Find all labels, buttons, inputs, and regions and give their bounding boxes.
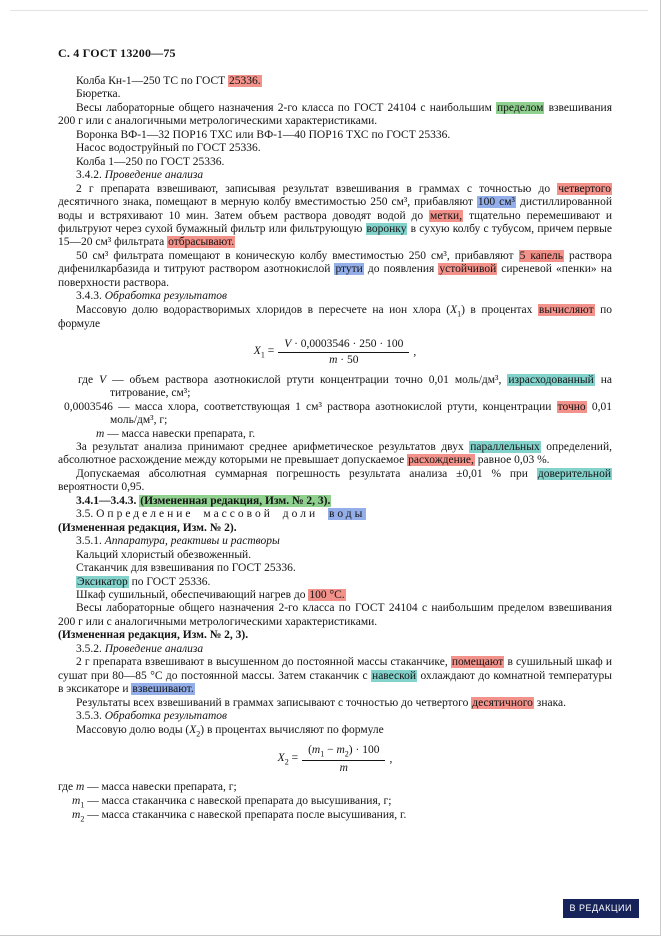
text-run: 1 (320, 749, 325, 759)
text-run: Обработка результатов (104, 290, 227, 303)
watermark-badge: В РЕДАКЦИИ (563, 899, 639, 918)
text-run: Результаты всех взвешиваний в граммах записывают с точностью до четвертого (76, 696, 472, 709)
highlighted-word: метки, (430, 209, 463, 222)
text-run: 2 г препарата взвешивают, записывая результат взвешивания в граммах с точностью до (76, 182, 558, 195)
formula-denominator (278, 353, 409, 367)
text-run: m (329, 354, 338, 367)
formula (58, 744, 612, 775)
text-run: V (284, 337, 292, 350)
paragraph (58, 495, 612, 508)
text-run: 0,01 моль/дм³, г; (110, 400, 613, 427)
text-run: Допускаемая абсолютная суммарная погрешность результата анализа ±0,01 % при (76, 467, 537, 480)
highlighted-word: пределом (497, 101, 544, 114)
text-run: 3.5.1. (76, 535, 105, 548)
formula (58, 338, 612, 368)
paragraph (58, 710, 612, 723)
paragraph (58, 589, 612, 602)
paragraph (58, 697, 612, 710)
text-run: по ГОСТ 25336. (128, 575, 211, 588)
highlighted-word: 25336. (229, 75, 261, 87)
paragraph (58, 88, 612, 101)
formula-denominator (302, 761, 385, 775)
text-run: до появления (363, 263, 439, 276)
text-run: ( (308, 744, 312, 757)
text-run: 50 см³ фильтрата помещают в коническую колбу вместимостью 250 см³, прибавляют (76, 249, 519, 262)
text-run: V (99, 373, 107, 386)
paragraph (58, 142, 612, 155)
text-run: вероятности 0,95. (58, 481, 145, 494)
definition-line (58, 401, 612, 428)
text-run: Обработка результатов (104, 710, 227, 723)
text-run: , (389, 752, 393, 765)
text-run: где (58, 781, 76, 794)
text-run: 2 г препарата взвешивают в высушенном до постоянной массы стаканчике, (76, 656, 451, 669)
text-run: Колба 1—250 по ГОСТ 25336. (76, 155, 225, 168)
paragraph (58, 549, 612, 562)
text-run: m (72, 794, 81, 807)
text-run: Проведение анализа (104, 642, 204, 655)
text-run: m (311, 744, 321, 757)
text-run: = (288, 752, 299, 765)
definition-line (58, 795, 612, 810)
text-run: 0,0003546 — масса хлора, соответствующая 1 см³ раствора азотнокислой ртути, концентрации (64, 400, 557, 413)
formula-numerator (302, 744, 385, 761)
text-run: в сушильный шкаф и сушат при 80—85 °С до постоянной массы. Затем стаканчик с (58, 656, 613, 682)
paragraph (58, 250, 612, 290)
paragraph (58, 535, 612, 548)
text-run: (Измененная редакция, Изм. № 2, 3). (58, 629, 249, 642)
text-run: Массовую долю водорастворимых хлоридов в пересчете на ион хлора ( (76, 303, 451, 316)
paragraph (58, 290, 612, 303)
document-body (58, 75, 612, 824)
paragraph (58, 441, 612, 468)
text-run: · 50 (337, 354, 359, 367)
highlighted-word: воронку (366, 222, 407, 235)
highlighted-word: 100 см³ (477, 196, 515, 209)
highlighted-word: отбрасывают. (168, 236, 235, 249)
highlighted-word: параллельных (470, 440, 540, 453)
highlighted-word: израсходованный (508, 373, 594, 386)
highlighted-word: взвешивают. (132, 683, 194, 696)
paragraph (58, 129, 612, 142)
paragraph (58, 169, 612, 182)
highlighted-word: 5 капель (519, 249, 564, 262)
text-run: 2 (196, 728, 201, 738)
text-run: m (339, 761, 348, 774)
text-run: m (72, 809, 81, 822)
text-run: дистиллированной воды и встряхивают 10 мин. Затем объем раствора доводят водой до (58, 196, 612, 222)
text-run: ) · 100 (348, 744, 380, 757)
highlighted-word: 100 °С. (309, 588, 345, 601)
highlighted-word: ртути (335, 263, 363, 276)
text-run: 2 (80, 814, 85, 824)
text-run: охлаждают до комнатной температуры в эксикаторе и (58, 669, 612, 696)
text-run: — объем раствора азотнокислой ртути концентрации точно 0,01 моль/дм³, (106, 373, 508, 386)
paragraph (58, 602, 612, 629)
text-run: Насос водоструйный по ГОСТ 25336. (76, 142, 261, 155)
paragraph (58, 724, 612, 739)
paragraph (58, 629, 612, 642)
formula-lhs (254, 345, 274, 360)
text-run: на титрование, см³; (110, 373, 612, 400)
text-run: Проведение анализа (104, 169, 204, 182)
text-run: Аппаратура, реактивы и растворы (104, 535, 280, 548)
highlighted-word: десятичного (472, 696, 533, 709)
text-run: 3.5.2. (76, 642, 105, 655)
highlighted-word: помещают (451, 656, 504, 669)
text-run: 2 (344, 749, 349, 759)
text-run: (Измененная редакция, Изм. № 2). (58, 521, 237, 534)
highlighted-word: вычисляют (538, 303, 594, 316)
paragraph (58, 156, 612, 169)
text-run: Шкаф сушильный, обеспечивающий нагрев до (76, 588, 309, 601)
highlighted-word: навеской (372, 669, 417, 682)
formula-fraction (278, 338, 409, 368)
paragraph (58, 75, 612, 88)
paragraph (58, 468, 612, 495)
paragraph (58, 183, 612, 250)
text-run: Колба Кн-1—250 ТС по ГОСТ (76, 75, 229, 87)
text-run: Воронка ВФ-1—32 ПОР16 ТХС или ВФ-1—40 ПОР16 ТХС по ГОСТ 25336. (76, 128, 451, 141)
text-run: Массовую долю воды ( (76, 723, 190, 736)
text-run: тщательно перемешивают и фильтруют через сухой бумажный фильтр или фильтрующую (58, 209, 612, 235)
definition-line (58, 374, 612, 401)
text-run: Кальций хлористый обезвоженный. (76, 548, 252, 561)
text-run: m (96, 427, 105, 440)
text-run: m (75, 781, 85, 794)
text-run: Определение массовой доли (96, 508, 328, 521)
formula-numerator (278, 338, 409, 353)
highlighted-word: устойчивой (439, 263, 497, 276)
text-run: Бюретка. (76, 88, 121, 101)
text-run: 1 (260, 350, 265, 360)
text-run: 1 (457, 309, 462, 318)
text-run: − (324, 744, 337, 757)
formula-rhs (413, 346, 416, 359)
text-run: где (78, 373, 100, 386)
highlighted-word: расхождение, (408, 454, 474, 467)
formula-lhs (278, 752, 298, 767)
text-run: десятичного знака, помещают в мерную колбу вместимостью 250 см³, прибавляют (58, 196, 477, 209)
paragraph (58, 102, 612, 129)
text-run: 1 (80, 800, 85, 810)
paragraph (58, 781, 612, 794)
highlighted-word: доверительной (537, 467, 611, 480)
highlighted-word: Эксикатор (77, 575, 128, 588)
highlighted-word: воды (328, 508, 366, 521)
text-run: — масса стаканчика с навеской препарата после высушивания, г. (84, 809, 407, 822)
paragraph (58, 576, 612, 589)
text-run: равное 0,03 %. (474, 454, 550, 467)
text-run: 3.5. (76, 508, 97, 521)
text-run: Весы лабораторные общего назначения 2-го класса по ГОСТ 24104 с наибольшим пределом взвешивания 200 г или с аналогичными метрологическими характеристиками. (58, 602, 612, 628)
highlighted-word: точно (557, 400, 586, 413)
text-run: ) в процентах вычисляют по формуле (200, 723, 384, 736)
text-run: Стаканчик для взвешивания по ГОСТ 25336. (76, 562, 296, 575)
paragraph (58, 562, 612, 575)
page-header: С. 4 ГОСТ 13200—75 (58, 46, 176, 60)
text-run: знака. (533, 696, 566, 709)
formula-rhs (389, 753, 392, 766)
text-run: · 0,0003546 · 250 · 100 (291, 337, 404, 350)
text-run: по формуле (58, 303, 612, 331)
text-run: X (189, 723, 197, 736)
text-run: в сухую колбу с тубусом, причем первые 15—20 см³ фильтрата (58, 222, 612, 249)
text-run: , (413, 346, 417, 359)
text-run: 2 (284, 757, 289, 767)
text-run: X (277, 752, 285, 765)
definition-line (58, 809, 612, 824)
text-run: X (253, 345, 261, 358)
highlighted-word: (Измененная редакция, Изм. № 2, 3). (140, 494, 331, 507)
paragraph (58, 304, 612, 332)
text-run: 3.4.1—3.4.3. (76, 494, 140, 507)
text-run: 3.4.2. (76, 169, 105, 182)
text-run: — масса навески препарата, г; (84, 781, 237, 794)
formula-fraction (302, 744, 385, 775)
text-run: Весы лабораторные общего назначения 2-го класса по ГОСТ 24104 с наибольшим (76, 101, 497, 114)
text-run: взвешивания 200 г или с аналогичными метрологическими характеристиками. (58, 101, 612, 128)
text-run: сиреневой «пенки» на поверхности раствора. (58, 263, 612, 289)
text-run: X (450, 303, 458, 316)
scan-artifact-line (10, 10, 648, 11)
text-run: 3.5.3. (76, 710, 105, 723)
text-run: — масса стаканчика с навеской препарата до высушивания, г; (84, 794, 392, 807)
text-run: 3.4.3. (76, 290, 105, 303)
highlighted-word: четвертого (558, 182, 611, 195)
text-run: раствора дифенилкарбазида и титруют раствором азотнокислой (58, 249, 612, 276)
paragraph (58, 643, 612, 656)
text-run: — масса навески препарата, г. (104, 427, 256, 440)
text-run: ) в процентах (461, 303, 538, 316)
paragraph (58, 522, 612, 535)
paragraph (58, 656, 612, 696)
text-run: определений, абсолютное расхождение между которыми не превышает допускаемое (58, 440, 612, 467)
text-run: = (264, 345, 275, 358)
definition-line (58, 428, 612, 441)
text-run: m (336, 744, 345, 757)
paragraph (58, 508, 612, 521)
text-run: За результат анализа принимают среднее арифметическое результатов двух (76, 440, 470, 453)
